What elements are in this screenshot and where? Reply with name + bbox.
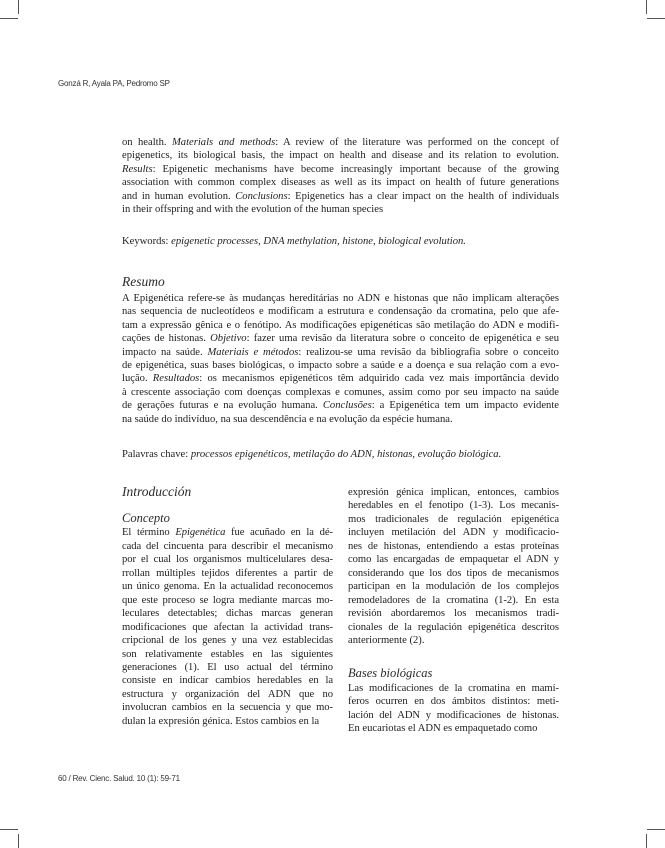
introduccion-heading: Introducción [122, 484, 192, 499]
text-run: na saúde do indivíduo, na sua descendência e na evolução da espécie humana. [122, 413, 453, 425]
text-line [348, 567, 559, 580]
text-run: lução. [122, 373, 153, 385]
bases-biologicas-heading: Bases biológicas [348, 666, 433, 681]
text-line [348, 526, 559, 539]
text-line [122, 688, 333, 701]
text-run: por el cual los organismos multicelulares desa- [122, 554, 333, 566]
text-line [122, 305, 559, 318]
text-run: de gerações futuras e na evolução humana. [122, 400, 323, 412]
text-line [122, 176, 559, 189]
crop-mark [646, 0, 647, 14]
text-line [348, 722, 559, 735]
text-line [122, 607, 333, 620]
text-run: tam a expressão gênica e o fenótipo. As modificações epigenéticas são metilação do ADN e modifi- [122, 319, 559, 331]
text-run: cada del cincuenta para describir el mecanismo [122, 540, 333, 552]
text-run: à crescente associação com doenças complexas e comunes, assim como por seu impacto na saúde [122, 386, 559, 398]
text-run: : a Epigenética tem um impacto evidente [371, 400, 559, 412]
text-run: considerando que los dos tipos de mecanismos [348, 567, 559, 579]
text-line [348, 594, 559, 607]
text-line [122, 621, 333, 634]
text-line [348, 553, 559, 566]
text-run: mos tradicionales de regulación epigenética [348, 513, 559, 525]
text-run: Las modificaciones de la cromatina en mamí- [348, 682, 559, 694]
text-run: : os mecanismos epigenéticos têm adquirido cada vez mais importância devido [199, 373, 559, 385]
text-run: generaciones (1). El uso actual del término [122, 661, 333, 673]
keywords-english [122, 235, 559, 248]
resumo-heading: Resumo [122, 274, 165, 289]
abstract-english [122, 136, 559, 216]
text-run: on health. [122, 137, 172, 148]
text-run: cripcional de los genes y una vez establecidas [122, 635, 333, 647]
text-run: in their offspring and with the evolution of the human species [122, 204, 384, 216]
text-line [348, 621, 559, 634]
text-line [122, 661, 333, 674]
resumo-body [122, 292, 559, 426]
text-line [348, 634, 559, 647]
left-column [122, 512, 333, 728]
text-run: : Epigenetics has a clear impact on the health of individuals [287, 190, 559, 202]
text-line [348, 499, 559, 512]
text-line [122, 190, 559, 203]
text-run: impacto na saúde. [122, 346, 208, 358]
text-line [122, 648, 333, 661]
text-line [122, 372, 559, 385]
text-line [122, 594, 333, 607]
text-line [122, 386, 559, 399]
palavras-chave-list: processos epigenéticos, metilação do ADN, histonas, evolução biológica. [190, 449, 502, 460]
keywords-list: epigenetic processes, DNA methylation, histone, biological evolution. [171, 236, 466, 247]
text-run: feros ocurren en dos ámbitos distintos: meti- [348, 696, 559, 708]
text-run: un único genoma. En la actualidad reconocemos [122, 581, 333, 593]
text-line [122, 332, 559, 345]
text-line [348, 540, 559, 553]
text-line [348, 580, 559, 593]
text-run: dulan la expresión génica. Estos cambios en la [122, 715, 320, 727]
text-line [122, 319, 559, 332]
crop-mark [647, 18, 665, 19]
text-run: A Epigenética refere-se às mudanças hereditárias no ADN e histonas que não implicam alterações [122, 293, 559, 304]
text-line [122, 359, 559, 372]
text-line [122, 203, 559, 216]
text-run: cionales de la regulación epigenética descritos [348, 621, 559, 633]
concepto-body [122, 526, 333, 728]
italic-term: Conclusões [322, 400, 372, 412]
text-run: como las encargadas de empaquetar el ADN y [348, 554, 559, 566]
text-run: expresión génica implican, entonces, cambios [348, 487, 559, 498]
text-line [348, 513, 559, 526]
text-line [122, 399, 559, 412]
text-run: remodeladores de la cromatina (1-2). En esta [348, 594, 559, 606]
text-run: rrollan múltiples tejidos diferentes a partir de [122, 567, 333, 579]
text-line [348, 709, 559, 722]
italic-term: Conclusions [235, 190, 288, 202]
text-line [122, 580, 333, 593]
text-run: consiste en indicar cambios heredables en la [122, 675, 333, 687]
text-line [122, 634, 333, 647]
bases-biologicas-body [348, 682, 559, 736]
text-line [348, 607, 559, 620]
concepto-heading: Concepto [122, 511, 170, 525]
italic-term: Materials and methods [171, 137, 276, 148]
text-run: epigenetics, its biological basis, the impact on health and disease and its relation to evolution. [122, 150, 559, 162]
text-run: nas sequencia de nucleotídeos e modificam a estrutura e condensação da cromatina, pelo que afe- [122, 306, 559, 318]
text-line [122, 149, 559, 162]
italic-term: Objetivo [210, 333, 247, 345]
text-line [348, 695, 559, 708]
crop-mark [647, 829, 665, 830]
text-run: de epigenética, suas bases biológicas, o impacto sobre a saúde e a doença e sua relação com a evo- [122, 360, 559, 372]
crop-mark [18, 0, 19, 14]
running-head: Gonzá R, Ayala PA, Pedromo SP [58, 79, 170, 88]
text-line [122, 292, 559, 305]
concepto-continued-body [348, 486, 559, 647]
text-run: leculares detectables; dichas marcas generan [122, 608, 333, 620]
text-line [122, 163, 559, 176]
italic-term: Epigenética [175, 527, 226, 539]
text-run: : realizou-se uma revisão da bibliografia sobre o conceito [298, 346, 559, 358]
text-line [122, 553, 333, 566]
text-run: modificaciones que afectan la actividad trans- [122, 621, 333, 633]
text-run: cações de histonas. [122, 333, 211, 345]
italic-term: Resultados [152, 373, 200, 385]
text-line [122, 346, 559, 359]
crop-mark [18, 834, 19, 848]
text-run: participan en la modulación de los complejos [348, 581, 559, 593]
text-line [122, 540, 333, 553]
text-run: : Epigenetic mechanisms have become increasingly important because of the growing [152, 163, 559, 175]
text-run: incluyen metilación del ADN y modificacio- [348, 527, 559, 539]
palavras-chave-label: Palavras chave: [122, 449, 191, 460]
text-run: involucran cambios en la secuencia y que mo- [122, 702, 333, 714]
keywords-label: Keywords: [122, 236, 172, 247]
text-run: son relativamente estables en las siguientes [122, 648, 333, 660]
crop-mark [0, 18, 18, 19]
text-run: anteriormente (2). [348, 634, 425, 646]
crop-mark [0, 829, 18, 830]
text-run: nes de histonas, entendiendo a estas proteínas [348, 540, 559, 552]
keywords-portuguese [122, 448, 559, 461]
text-run: estructura y organización del ADN que no [122, 688, 333, 700]
italic-term: Results [122, 163, 153, 175]
text-line [122, 701, 333, 714]
crop-mark [646, 834, 647, 848]
text-run: : fazer uma revisão da literatura sobre o conceito de epigenética e seu [246, 333, 559, 345]
text-run: : A review of the literature was performed on the concept of [275, 137, 559, 148]
text-line [122, 136, 559, 149]
text-run: revisión abordaremos los mecanismos tradi- [348, 608, 559, 620]
text-line [122, 674, 333, 687]
text-line [122, 567, 333, 580]
text-run: lación del ADN y modificaciones de histonas. [348, 709, 559, 721]
text-run: que este proceso se logra mediante marcas mo- [122, 594, 333, 606]
text-line [122, 715, 333, 728]
text-run: En eucariotas el ADN es empaquetado como [348, 723, 538, 735]
text-run: El término [122, 527, 176, 539]
text-line [122, 413, 559, 426]
text-run: and in human evolution. [122, 190, 236, 202]
text-run: heredables en el fenotipo (1-3). Los mecanis- [348, 500, 559, 512]
text-line [348, 682, 559, 695]
right-column [348, 486, 559, 736]
italic-term: Materiais e métodos [207, 346, 299, 358]
text-line [348, 486, 559, 499]
text-line [122, 526, 333, 539]
text-run: fue acuñado en la dé- [225, 527, 333, 539]
text-run: association with common complex diseases as well as its impact on health of future generations [122, 177, 559, 189]
page-footer-citation: 60 / Rev. Cienc. Salud. 10 (1): 59-71 [58, 774, 180, 783]
